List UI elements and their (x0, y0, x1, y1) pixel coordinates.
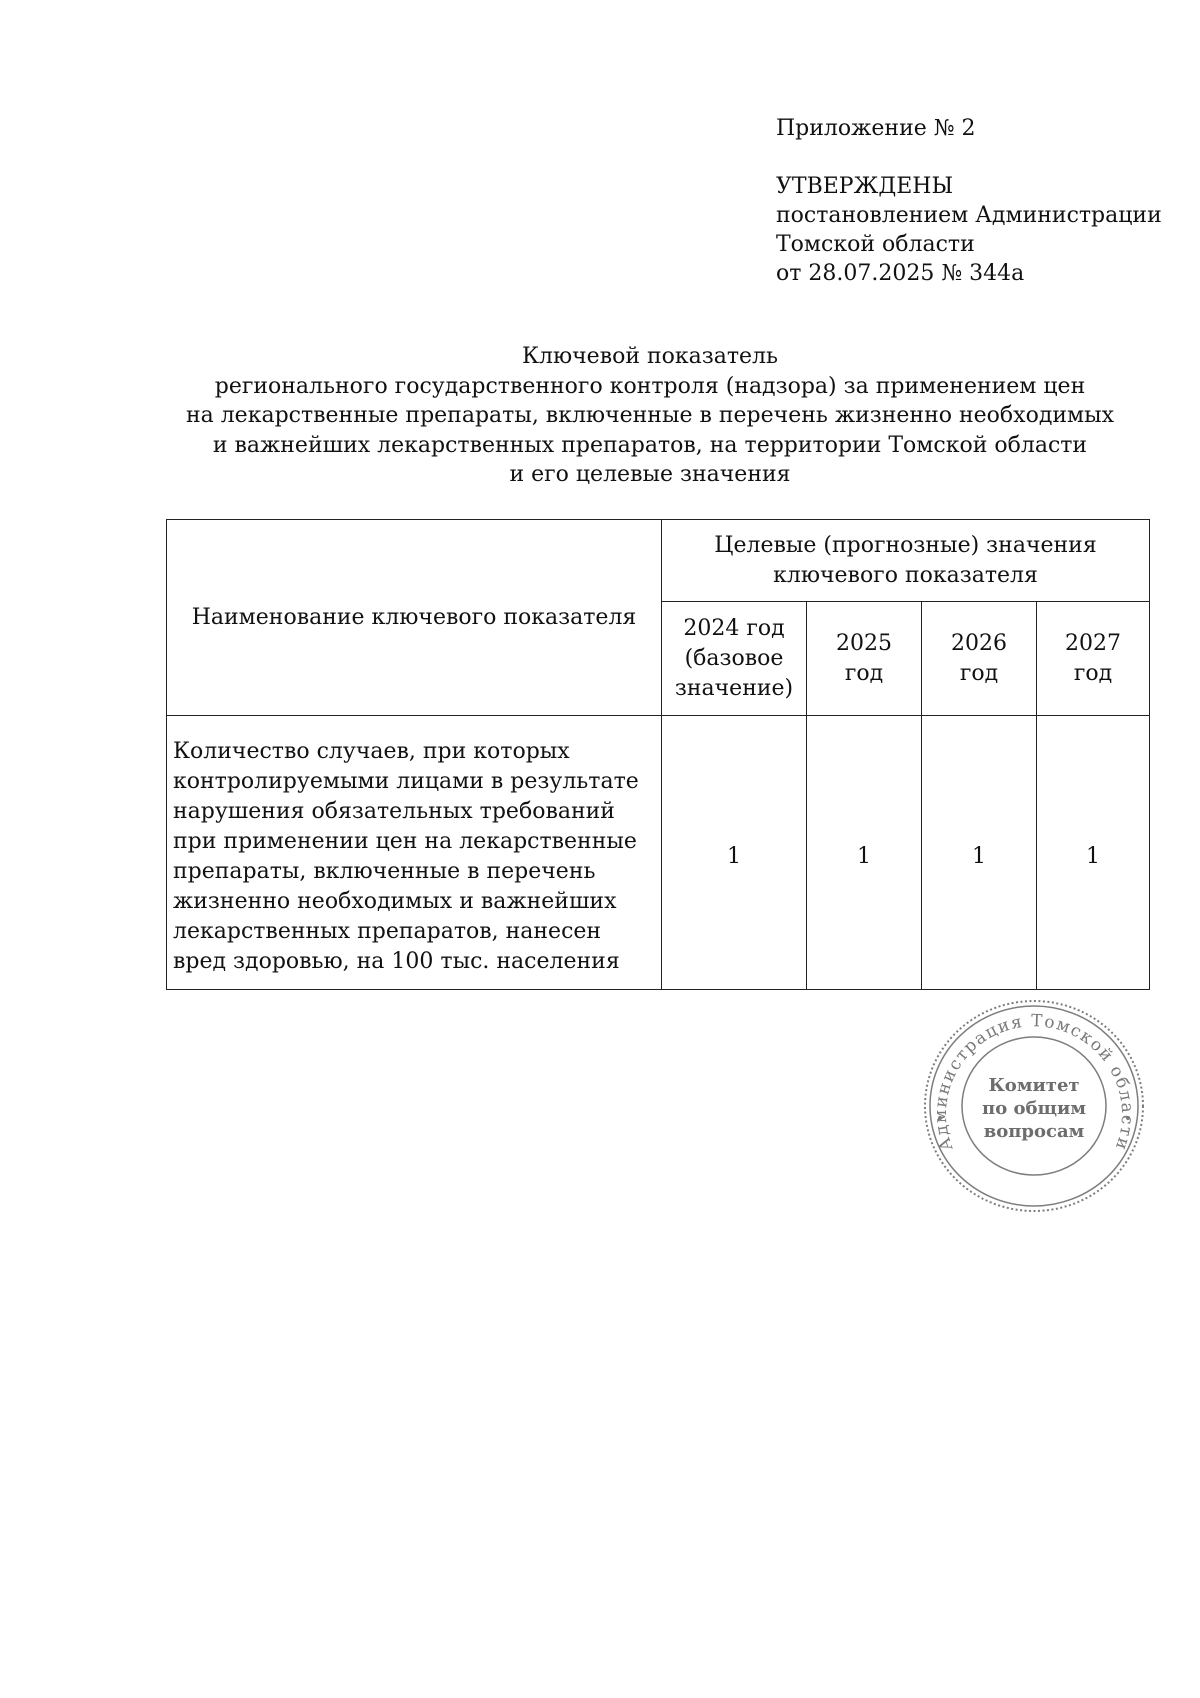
approved-by-line: постановлением Администрации (776, 203, 1162, 228)
header-year-2025: 2025 год (807, 602, 922, 716)
header-year-2024: 2024 год (базовое значение) (662, 602, 807, 716)
title-line: и важнейших лекарственных препаратов, на территории Томской области (212, 432, 1088, 458)
header-target-values: Целевые (прогнозные) значения ключевого показателя (662, 520, 1150, 602)
approved-by-date: от 28.07.2025 № 344а (776, 261, 1025, 286)
title-line: Ключевой показатель (521, 344, 779, 369)
title-line: и его целевые значения (509, 462, 791, 487)
value-2025-cell: 1 (807, 716, 922, 990)
value-2027-cell: 1 (1037, 716, 1150, 990)
header-year-2026: 2026 год (922, 602, 1037, 716)
approval-block (776, 172, 1162, 288)
seal-center-line: по общим (982, 1098, 1086, 1119)
seal-ring-text: Администрация Томской области (930, 1011, 1138, 1154)
seal-center-line: вопросам (983, 1121, 1085, 1142)
header-indicator-name: Наименование ключевого показателя (167, 520, 662, 716)
kpi-table (166, 519, 1150, 990)
appendix-label: Приложение № 2 (776, 116, 976, 141)
table-row (167, 716, 1150, 990)
approved-by-line: Томской области (776, 232, 975, 257)
title-line: регионального государственного контроля (надзора) за применением цен (214, 373, 1086, 399)
title-line: на лекарственные препараты, включенные в перечень жизненно необходимых (185, 403, 1115, 428)
value-2026-cell: 1 (922, 716, 1037, 990)
seal-center-line: Комитет (988, 1075, 1080, 1096)
value-2024-cell: 1 (662, 716, 807, 990)
official-seal (916, 993, 1152, 1219)
approved-label: УТВЕРЖДЕНЫ (776, 174, 954, 199)
document-title (140, 342, 1160, 490)
indicator-name-cell: Количество случаев, при которых контролируемыми лицами в результате нарушения обязательных требований при применении цен на лекарственные препараты, включенные в перечень жизненно необходимых и важнейших лекарственных препаратов, нанесен вред здоровью, на 100 тыс. населения (167, 716, 662, 990)
header-year-2027: 2027 год (1037, 602, 1150, 716)
